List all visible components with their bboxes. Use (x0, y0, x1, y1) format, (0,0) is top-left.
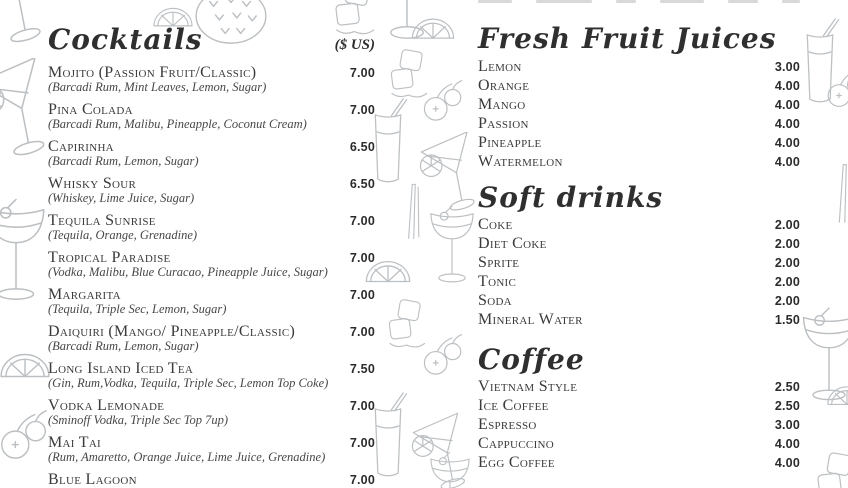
item-price: 7.50 (349, 362, 375, 376)
coupe-glass-icon (804, 308, 848, 399)
item-name: Tropical Paradise (48, 249, 171, 266)
cocktails-section (48, 23, 375, 488)
item-name: Egg Coffee (478, 454, 555, 471)
menu-item (48, 175, 375, 205)
item-name: Passion (478, 115, 529, 132)
item-price: 2.00 (774, 275, 800, 289)
menu-item (48, 101, 375, 131)
item-description: (Vodka, Malibu, Blue Curacao, Pineapple Juice, Sugar) (48, 265, 328, 279)
item-name: Daiquiri (Mango/ Pineapple/Classic) (48, 323, 296, 340)
item-price: 4.00 (774, 437, 800, 451)
item-description: (Tequila, Triple Sec, Lemon, Sugar) (48, 302, 227, 316)
cocktails-title: Cocktails (48, 23, 203, 56)
cocktails-header (48, 24, 375, 58)
menu-item (478, 134, 800, 153)
item-price: 2.00 (774, 256, 800, 270)
item-price: 4.00 (774, 79, 800, 93)
menu-item (48, 397, 375, 427)
drink-stirrers-icon (839, 165, 848, 222)
item-name: Ice Coffee (478, 397, 549, 414)
item-name: Cappuccino (478, 435, 555, 452)
cherries-icon (2, 411, 46, 458)
fresh-fruit-juices-title: Fresh Fruit Juices (478, 22, 777, 55)
coupe-glass-icon (431, 206, 473, 282)
item-name: Mojito (Passion Fruit/Classic) (48, 64, 257, 81)
menu-item (478, 96, 800, 115)
item-price: 7.00 (349, 473, 375, 487)
highball-glass-icon (807, 19, 838, 102)
item-description: (Barcadi Rum, Mint Leaves, Lemon, Sugar) (48, 80, 267, 94)
item-name: Soda (478, 292, 512, 309)
glass-stem-foot-icon (391, 0, 423, 38)
item-price: 7.00 (349, 436, 375, 450)
menu-item (48, 249, 375, 279)
menu-item (48, 286, 375, 316)
item-name: Watermelon (478, 153, 563, 170)
item-name: Whisky Sour (48, 175, 137, 192)
highball-glass-icon (375, 99, 406, 182)
menu-item (48, 64, 375, 94)
ice-cubes-icon (818, 452, 848, 488)
item-name: Vietnam Style (478, 378, 578, 395)
item-description: (Whiskey, Lime Juice, Sugar) (48, 191, 195, 205)
menu-item (48, 360, 375, 390)
highball-glass-icon (375, 393, 406, 476)
cherries-icon (424, 81, 461, 121)
item-price: 2.00 (774, 218, 800, 232)
menu-item (478, 153, 800, 172)
item-price: 2.50 (774, 399, 800, 413)
coupe-glass-icon (0, 199, 44, 299)
lemon-wedge-icon (1, 355, 49, 377)
ice-cubes-icon (389, 299, 425, 347)
item-name: Margarita (48, 286, 121, 303)
martini-glass-icon (419, 132, 487, 215)
item-price: 4.00 (774, 136, 800, 150)
item-description: (Barcadi Rum, Lemon, Sugar) (48, 339, 199, 353)
martini-glass-icon (411, 413, 477, 488)
item-name: Orange (478, 77, 530, 94)
item-name: Sprite (478, 254, 520, 271)
item-price: 4.00 (774, 117, 800, 131)
item-description: (Barcadi Rum, Lemon, Sugar) (48, 154, 199, 168)
right-column (478, 0, 800, 473)
ice-cubes-icon (391, 49, 427, 97)
item-price: 7.00 (349, 251, 375, 265)
item-price: 7.00 (349, 288, 375, 302)
coffee-title: Coffee (478, 343, 585, 376)
menu-item (478, 58, 800, 77)
item-description: (Tequila, Orange, Grenadine) (48, 228, 198, 242)
item-price: 7.00 (349, 399, 375, 413)
item-price: 1.50 (774, 313, 800, 327)
menu-item (478, 292, 800, 311)
menu-item (478, 416, 800, 435)
clipped-row-fragment (478, 0, 800, 5)
item-description: (Sminoff Vodka, Triple Sec Top 7up) (48, 413, 229, 427)
item-description: (Gin, Rum,Vodka, Tequila, Triple Sec, Lemon Top Coke) (48, 376, 329, 390)
item-name: Coke (478, 216, 513, 233)
menu-item (478, 397, 800, 416)
item-name: Pineapple (478, 134, 542, 151)
currency-note: ($ US) (334, 37, 375, 53)
item-description: (Rum, Amaretto, Orange Juice, Lime Juice, Grenadine) (48, 450, 326, 464)
item-price: 3.00 (774, 418, 800, 432)
menu-item (478, 254, 800, 273)
item-price: 4.00 (774, 456, 800, 470)
menu-item (478, 216, 800, 235)
menu-item (478, 378, 800, 397)
cherries-icon (424, 335, 461, 375)
item-name: Long Island Iced Tea (48, 360, 194, 377)
item-name: Diet Coke (478, 235, 547, 252)
soft-drinks-title: Soft drinks (478, 181, 664, 214)
item-name: Tonic (478, 273, 517, 290)
menu-item (48, 323, 375, 353)
menu-item (478, 235, 800, 254)
item-name: Blue Lagoon (48, 471, 137, 488)
item-name: Tequila Sunrise (48, 212, 156, 229)
item-name: Mango (478, 96, 526, 113)
item-price: 2.00 (774, 237, 800, 251)
menu-item (478, 435, 800, 454)
item-description: (Barcadi Rum, Malibu, Pineapple, Coconut Cream) (48, 117, 307, 131)
item-price: 7.00 (349, 325, 375, 339)
item-price: 4.00 (774, 155, 800, 169)
menu-item (478, 115, 800, 134)
menu-item (48, 434, 375, 464)
item-price: 3.00 (774, 60, 800, 74)
menu-item-clipped (48, 471, 375, 488)
menu-item (48, 138, 375, 168)
menu-item (48, 212, 375, 242)
menu-item (478, 273, 800, 292)
item-name: Capirinha (48, 138, 114, 155)
menu-item (478, 311, 800, 330)
item-name: Mineral Water (478, 311, 583, 328)
item-price: 2.00 (774, 294, 800, 308)
item-name: Pina Colada (48, 101, 133, 118)
item-name: Espresso (478, 416, 537, 433)
item-name: Mai Tai (48, 434, 102, 451)
item-name: Lemon (478, 58, 522, 75)
item-price: 7.00 (349, 66, 375, 80)
item-price: 6.50 (349, 177, 375, 191)
item-price: 2.50 (774, 380, 800, 394)
item-price: 4.00 (774, 98, 800, 112)
menu-item (478, 77, 800, 96)
item-price: 6.50 (349, 140, 375, 154)
item-price: 7.00 (349, 214, 375, 228)
drink-stirrers-icon (409, 184, 419, 238)
item-name: Vodka Lemonade (48, 397, 165, 414)
menu-item (478, 454, 800, 473)
item-price: 7.00 (349, 103, 375, 117)
